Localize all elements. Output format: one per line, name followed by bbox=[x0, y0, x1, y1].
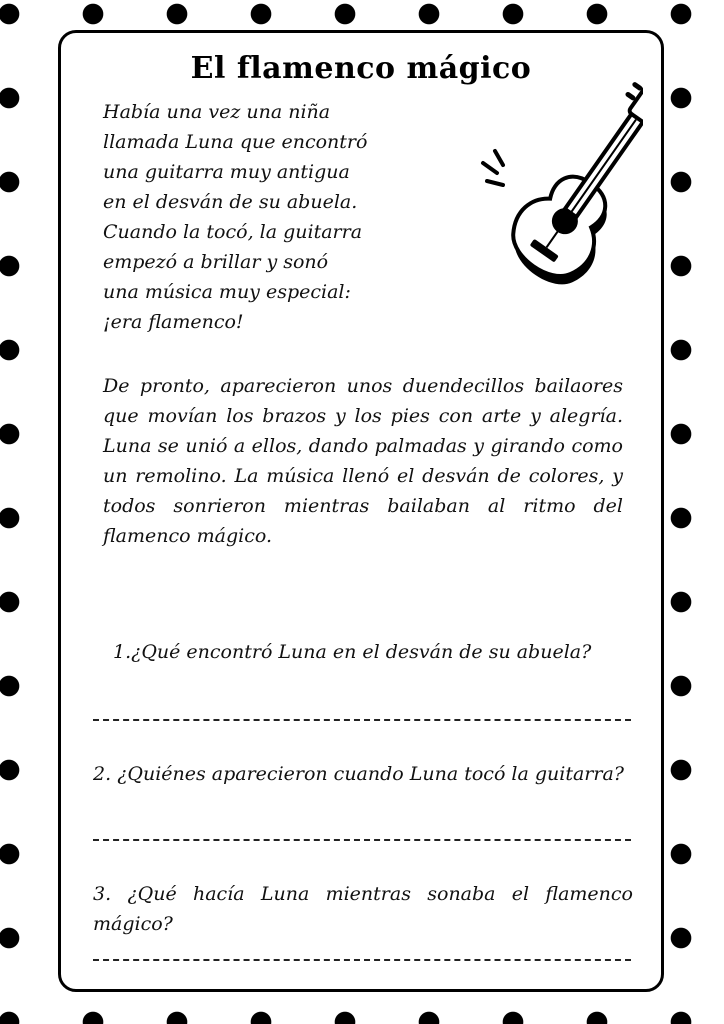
worksheet-title: El flamenco mágico bbox=[190, 51, 532, 86]
question-2 bbox=[93, 759, 633, 789]
question-3 bbox=[93, 879, 633, 939]
question-1-text: ¿Qué encontró Luna en el desván de su abuela? bbox=[131, 641, 592, 663]
question-1-number: 1. bbox=[113, 641, 132, 663]
story-paragraph-1: Había una vez una niña llamada Luna que encontró una guitarra muy antigua en el desván de su abuela. Cuando la tocó, la guitarra empezó a brillar y sonó una música muy especial: ¡era flamenco! bbox=[103, 101, 368, 333]
answer-line-1[interactable] bbox=[93, 719, 631, 721]
question-2-text: ¿Quiénes aparecieron cuando Luna tocó la guitarra? bbox=[117, 763, 624, 785]
guitar-icon bbox=[473, 81, 643, 311]
question-3-text: ¿Qué hacía Luna mientras sonaba el flamenco mágico? bbox=[93, 883, 633, 935]
worksheet-card bbox=[58, 30, 664, 992]
question-2-number: 2. bbox=[93, 763, 112, 785]
question-3-number: 3. bbox=[93, 883, 112, 905]
answer-line-2[interactable] bbox=[93, 839, 631, 841]
question-1 bbox=[113, 637, 623, 667]
story-paragraph-2: De pronto, aparecieron unos duendecillos bailaores que movían los brazos y los pies con arte y alegría. Luna se unió a ellos, dando palmadas y girando como un remolino. La música llenó el desván de colores, y todos sonrieron mientras bailaban al ritmo del flamenco mágico. bbox=[103, 375, 623, 547]
answer-line-3[interactable] bbox=[93, 959, 631, 961]
